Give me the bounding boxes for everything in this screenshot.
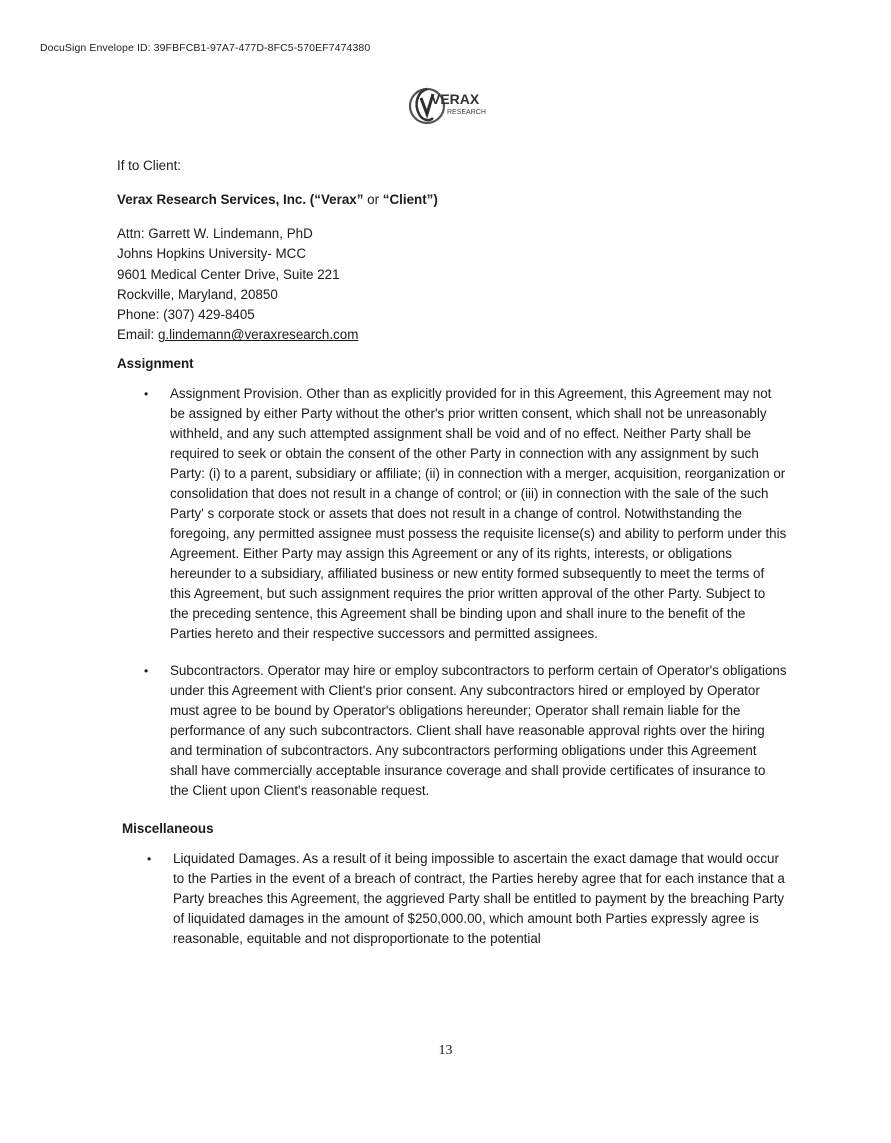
- company-client: “Client”): [382, 192, 438, 207]
- address-street: 9601 Medical Center Drive, Suite 221: [117, 266, 340, 282]
- bullet-icon: •: [144, 386, 149, 401]
- address-email: [117, 325, 787, 345]
- email-link[interactable]: g.lindemann@veraxresearch.com: [157, 327, 359, 343]
- list-item: [117, 384, 787, 644]
- docusign-envelope-id: DocuSign Envelope ID: 39FBFCB1-97A7-477D-8FC5-570EF7474380: [40, 42, 371, 54]
- verax-logo-icon: [405, 84, 495, 130]
- miscellaneous-heading: Miscellaneous: [122, 820, 214, 836]
- address-block: [117, 224, 787, 346]
- logo-wordmark: VERAX: [431, 91, 480, 107]
- address-university: Johns Hopkins University- MCC: [117, 246, 307, 262]
- assignment-list: [117, 384, 787, 801]
- company-name: [117, 190, 787, 210]
- company-name-text: Verax Research Services, Inc. (“Verax”: [117, 192, 364, 207]
- assignment-heading: Assignment: [117, 355, 194, 371]
- bullet-icon: •: [144, 663, 149, 678]
- email-label: Email:: [117, 327, 158, 343]
- bullet-icon: •: [147, 851, 152, 866]
- subcontractors-text: Subcontractors. Operator may hire or employ subcontractors to perform certain of Operator's obligations under this Agreement with Client's prior consent. Any subcontractors hired or employed by Operator must agree to be bound by Operator's obligations hereunder; Operator shall remain liable for the performance of any such subcontractors. Client shall have reasonable approval rights over the hiring and termination of subcontractors. Any subcontractors performing obligations under this Agreement shall have commercially acceptable insurance coverage and shall provide certificates of insurance to the Client upon Client's reasonable request.: [170, 662, 787, 798]
- address-city: Rockville, Maryland, 20850: [117, 286, 278, 302]
- letter-body: [117, 150, 787, 949]
- address-attn: Attn: Garrett W. Lindemann, PhD: [117, 226, 313, 241]
- page-number: 13: [438, 1043, 453, 1058]
- logo-subtitle: RESEARCH: [447, 109, 486, 116]
- miscellaneous-list: [117, 849, 787, 949]
- company-or: or: [363, 192, 383, 207]
- list-item: [117, 849, 787, 949]
- liquidated-damages-text: Liquidated Damages. As a result of it being impossible to ascertain the exact damage that would occur to the Parties in the event of a breach of contract, the Parties hereby agree that for each instance that a Party breaches this Agreement, the aggrieved Party shall be entitled to payment by the breaching Party of liquidated damages in the amount of $250,000.00, which amount both Parties expressly agree is reasonable, equitable and not disproportionate to the potential: [173, 850, 785, 946]
- assignment-provision-text: Assignment Provision. Other than as explicitly provided for in this Agreement, this Agreement may not be assigned by either Party without the other's prior written consent, which shall not be unreasonably withheld, and any such attempted assignment shall be void and of no effect. Neither Party shall be required to seek or obtain the consent of the other Party in connection with any assignment by such Party: (i) to a parent, subsidiary or affiliate; (ii) in connection with a merger, acquisition, reorganization or consolidation that does not result in a change of control; or (iii) in connection with the sale of the such Party' s corporate stock or assets that does not result in a change of control. Notwithstanding the foregoing, any permitted assignee must possess the requisite license(s) and ability to perform under this Agreement. Either Party may assign this Agreement or any of its rights, interests, or obligations hereunder to a subsidiary, affiliated business or new entity formed subsequently to meet the terms of this Agreement, but such assignment requires the prior written approval of the other Party. Subject to the preceding sentence, this Agreement shall be binding upon and shall inure to the benefit of the Parties hereto and their respective successors and permitted assignees.: [170, 385, 787, 641]
- verax-logo: [405, 84, 495, 130]
- recipient-label: If to Client:: [117, 158, 182, 173]
- address-phone: Phone: (307) 429-8405: [117, 307, 255, 323]
- list-item: [117, 661, 787, 801]
